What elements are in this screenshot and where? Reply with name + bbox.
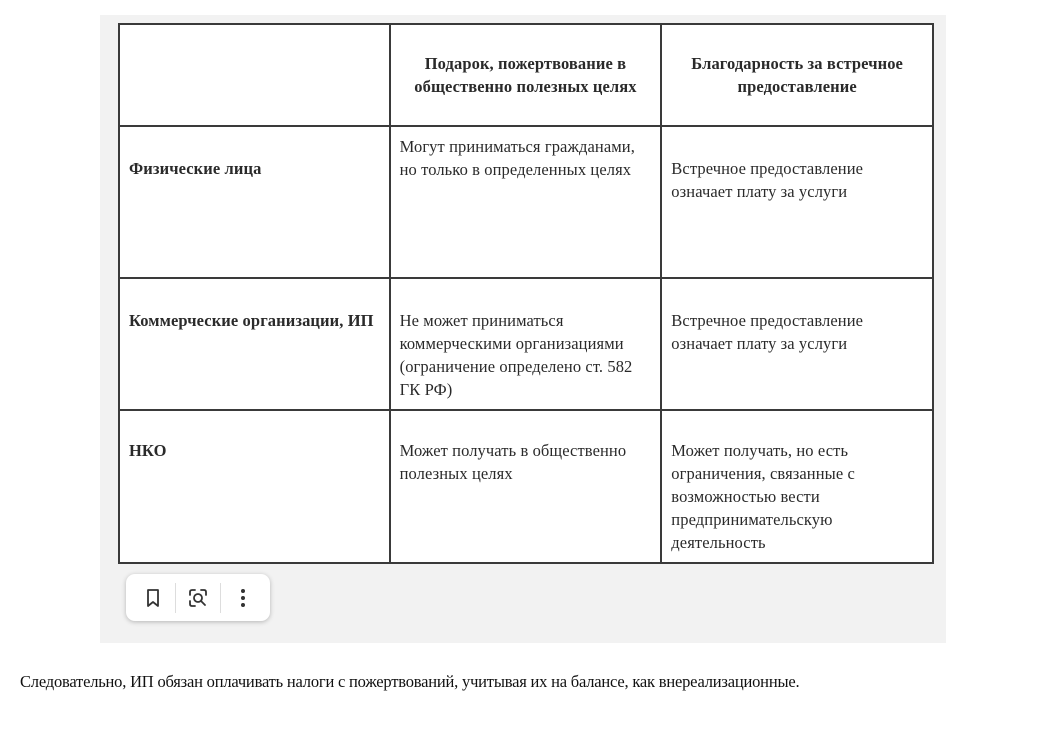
caption-paragraph: Следовательно, ИП обязан оплачивать налоги с пожертвований, учитывая их на балансе, как внереализационные. <box>20 672 800 691</box>
visual-search-button[interactable] <box>178 578 218 618</box>
header-cell-gratitude: Благодарность за встречное предоставление <box>661 24 933 126</box>
table-row <box>119 410 933 563</box>
table-image <box>100 15 946 643</box>
bookmark-icon <box>143 587 163 609</box>
toolbar-divider <box>175 583 176 613</box>
bookmark-button[interactable] <box>133 578 173 618</box>
table-row <box>119 278 933 410</box>
cell-gratitude-nko: Может получать, но есть ограничения, связанные с возможностью вести предпринимательскую деятельность <box>661 410 933 563</box>
row-label-commercial: Коммерческие организации, ИП <box>119 278 390 410</box>
header-cell-empty <box>119 24 390 126</box>
header-cell-gift: Подарок, пожертвование в общественно полезных целях <box>390 24 662 126</box>
row-label-nko: НКО <box>119 410 390 563</box>
cell-gratitude-commercial: Встречное предоставление означает плату за услуги <box>661 278 933 410</box>
lens-search-icon <box>186 586 210 610</box>
more-vert-icon <box>239 587 247 609</box>
row-label-individuals: Физические лица <box>119 126 390 278</box>
cell-gift-commercial: Не может приниматься коммерческими организациями (ограничение определено ст. 582 ГК РФ) <box>390 278 662 410</box>
toolbar-divider <box>220 583 221 613</box>
cell-gift-individuals: Могут приниматься гражданами, но только в определенных целях <box>390 126 662 278</box>
table-row <box>119 126 933 278</box>
comparison-table <box>118 23 934 564</box>
cell-gratitude-individuals: Встречное предоставление означает плату за услуги <box>661 126 933 278</box>
more-options-button[interactable] <box>223 578 263 618</box>
cell-gift-nko: Может получать в общественно полезных целях <box>390 410 662 563</box>
table-header-row <box>119 24 933 126</box>
image-action-toolbar <box>126 574 270 621</box>
